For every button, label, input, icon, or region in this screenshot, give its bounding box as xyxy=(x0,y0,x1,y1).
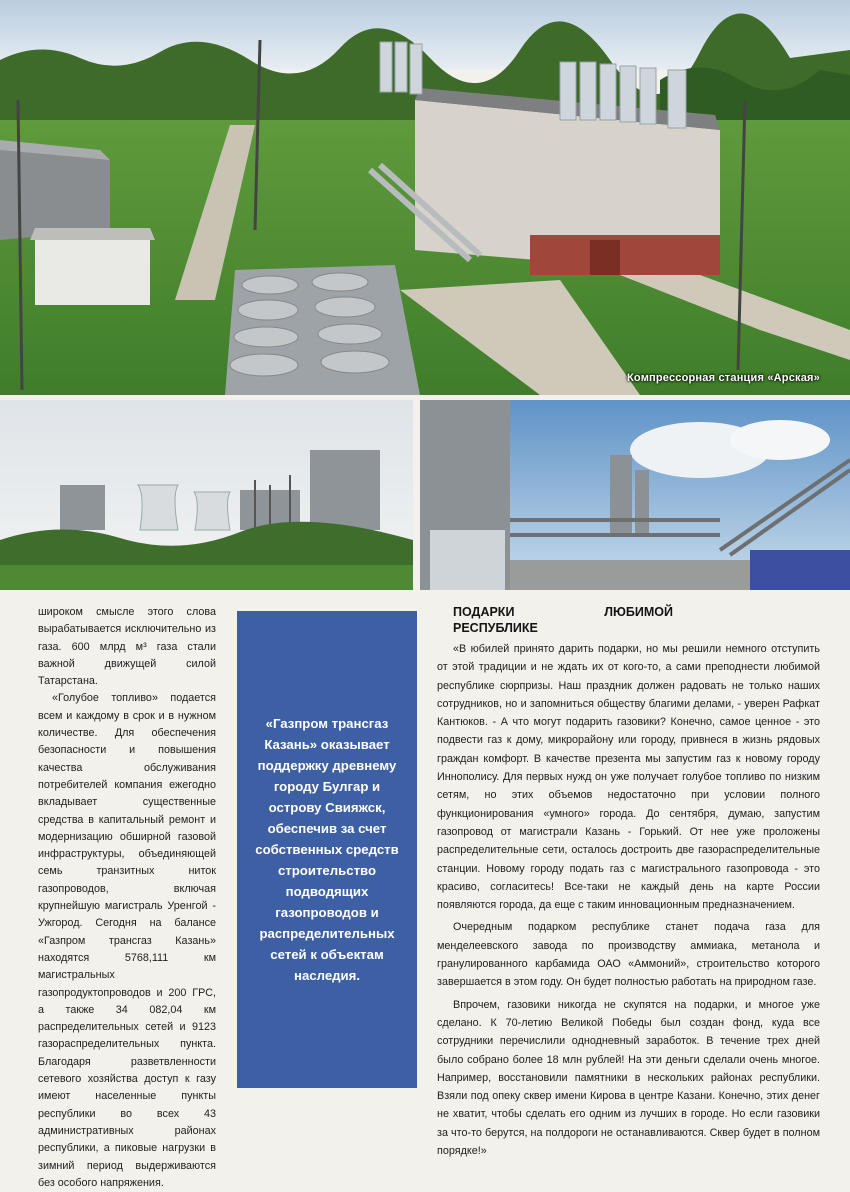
photo-refinery-pipes xyxy=(420,400,850,590)
right-paragraph-2: Очередным подарком республике станет подача газа для менделеевского завода по производству аммиака, метанола и гранулированного карбамида ОАО «Аммоний», строительство которого завершается в этом году. Он будет полностью работать на природном газе. xyxy=(437,921,820,989)
left-paragraph-2: «Голубое топливо» подается всем и каждому в срок и в нужном количестве. Для обеспечения безопасности и повышения качества обслуживания потребителей компания ежегодно вкладывает существенные средства в капитальный ремонт и модернизацию обширной газовой инфраструктуры, объединяющей семь транзитных ниток газопроводов, включая крупнейшую магистраль Уренгой - Ужгород. Сегодня на балансе «Газпром трансгаз Казань» находятся 5768,111 км магистральных газопродуктопроводов и 200 ГРС, а также 34 082,04 км распределительных сетей и 9123 газораспределительных пункта. Благодаря разветвленности сетевого хозяйства доступ к газу имеют населенные пункты республики во всех 43 административных районах республики, а пиковые нагрузки в зимний период выдерживаются без особого напряжения. xyxy=(38,692,216,1189)
right-paragraph-3: Впрочем, газовики никогда не скупятся на подарки, и многое уже сделано. К 70-летию Великой Победы был создан фонд, куда все сотрудники перечислили однодневный заработок. В течение трех дней было собрано более 18 млн рублей! На эти деньги сделали очень многое. Например, восстановили памятники в нескольких районах республики. Взяли под опеку сквер имени Кирова в центре Казани. Конечно, этих денег не хватит, чтобы сделать его одним из лучших в городе. Но если газовики за что-то берутся, на полдороги не останавливаются. Сквер будет в полном порядке!» xyxy=(437,998,820,1158)
section-heading: ПОДАРКИ ЛЮБИМОЙ РЕСПУБЛИКЕ xyxy=(453,605,673,635)
photo-compressor-station xyxy=(0,0,850,395)
photo-industrial-skyline xyxy=(0,400,413,590)
left-paragraph-1: широком смысле этого слова вырабатывается исключительно из газа. 600 млрд м³ газа стали важной движущей силой Татарстана. xyxy=(38,606,216,688)
quote-box xyxy=(237,611,417,1088)
right-text-column xyxy=(437,604,820,1164)
quote-text: «Газпром трансгаз Казань» оказывает поддержку древнему городу Булгар и острову Свияжск, обеспечив за счет собственных средств строительство подводящих газопроводов и распределительных сетей к объектам наследия. xyxy=(255,716,399,983)
left-text-column xyxy=(38,604,216,1192)
right-paragraph-1: «В юбилей принято дарить подарки, но мы решили немного отступить от этой традиции и не ждать их от кого-то, а сами преподнести любимой республике сюрпризы. Наш праздник должен радовать не только наших сотрудников, но и запомниться обществу благими делами, - уверен Рафкат Кантюков. - А что могут подарить газовики? Конечно, самое ценное - это подвести газ к дому, микрорайону или городу, привнеся в жизнь рядовых граждан комфорт. В качестве презента мы запустим газ к новому городу Иннополису. Для первых нужд он уже получает голубое топливо по низким сетям, но этих объемов недостаточно при условии полного функционирования «умного» города. До сентября, думаю, запустим газопровод от магистрали Казань - Горький. От нее уже проложены распределительные сети, осталось достроить две газораспределительные станции. Новому городу подать газ с магистрального газопровода - это красиво, согласитесь! Все-таки не каждый день на карте России появляются города, да еще с таким инновационным предназначением. xyxy=(437,643,820,912)
photo-caption: Компрессорная станция «Арская» xyxy=(627,372,820,384)
